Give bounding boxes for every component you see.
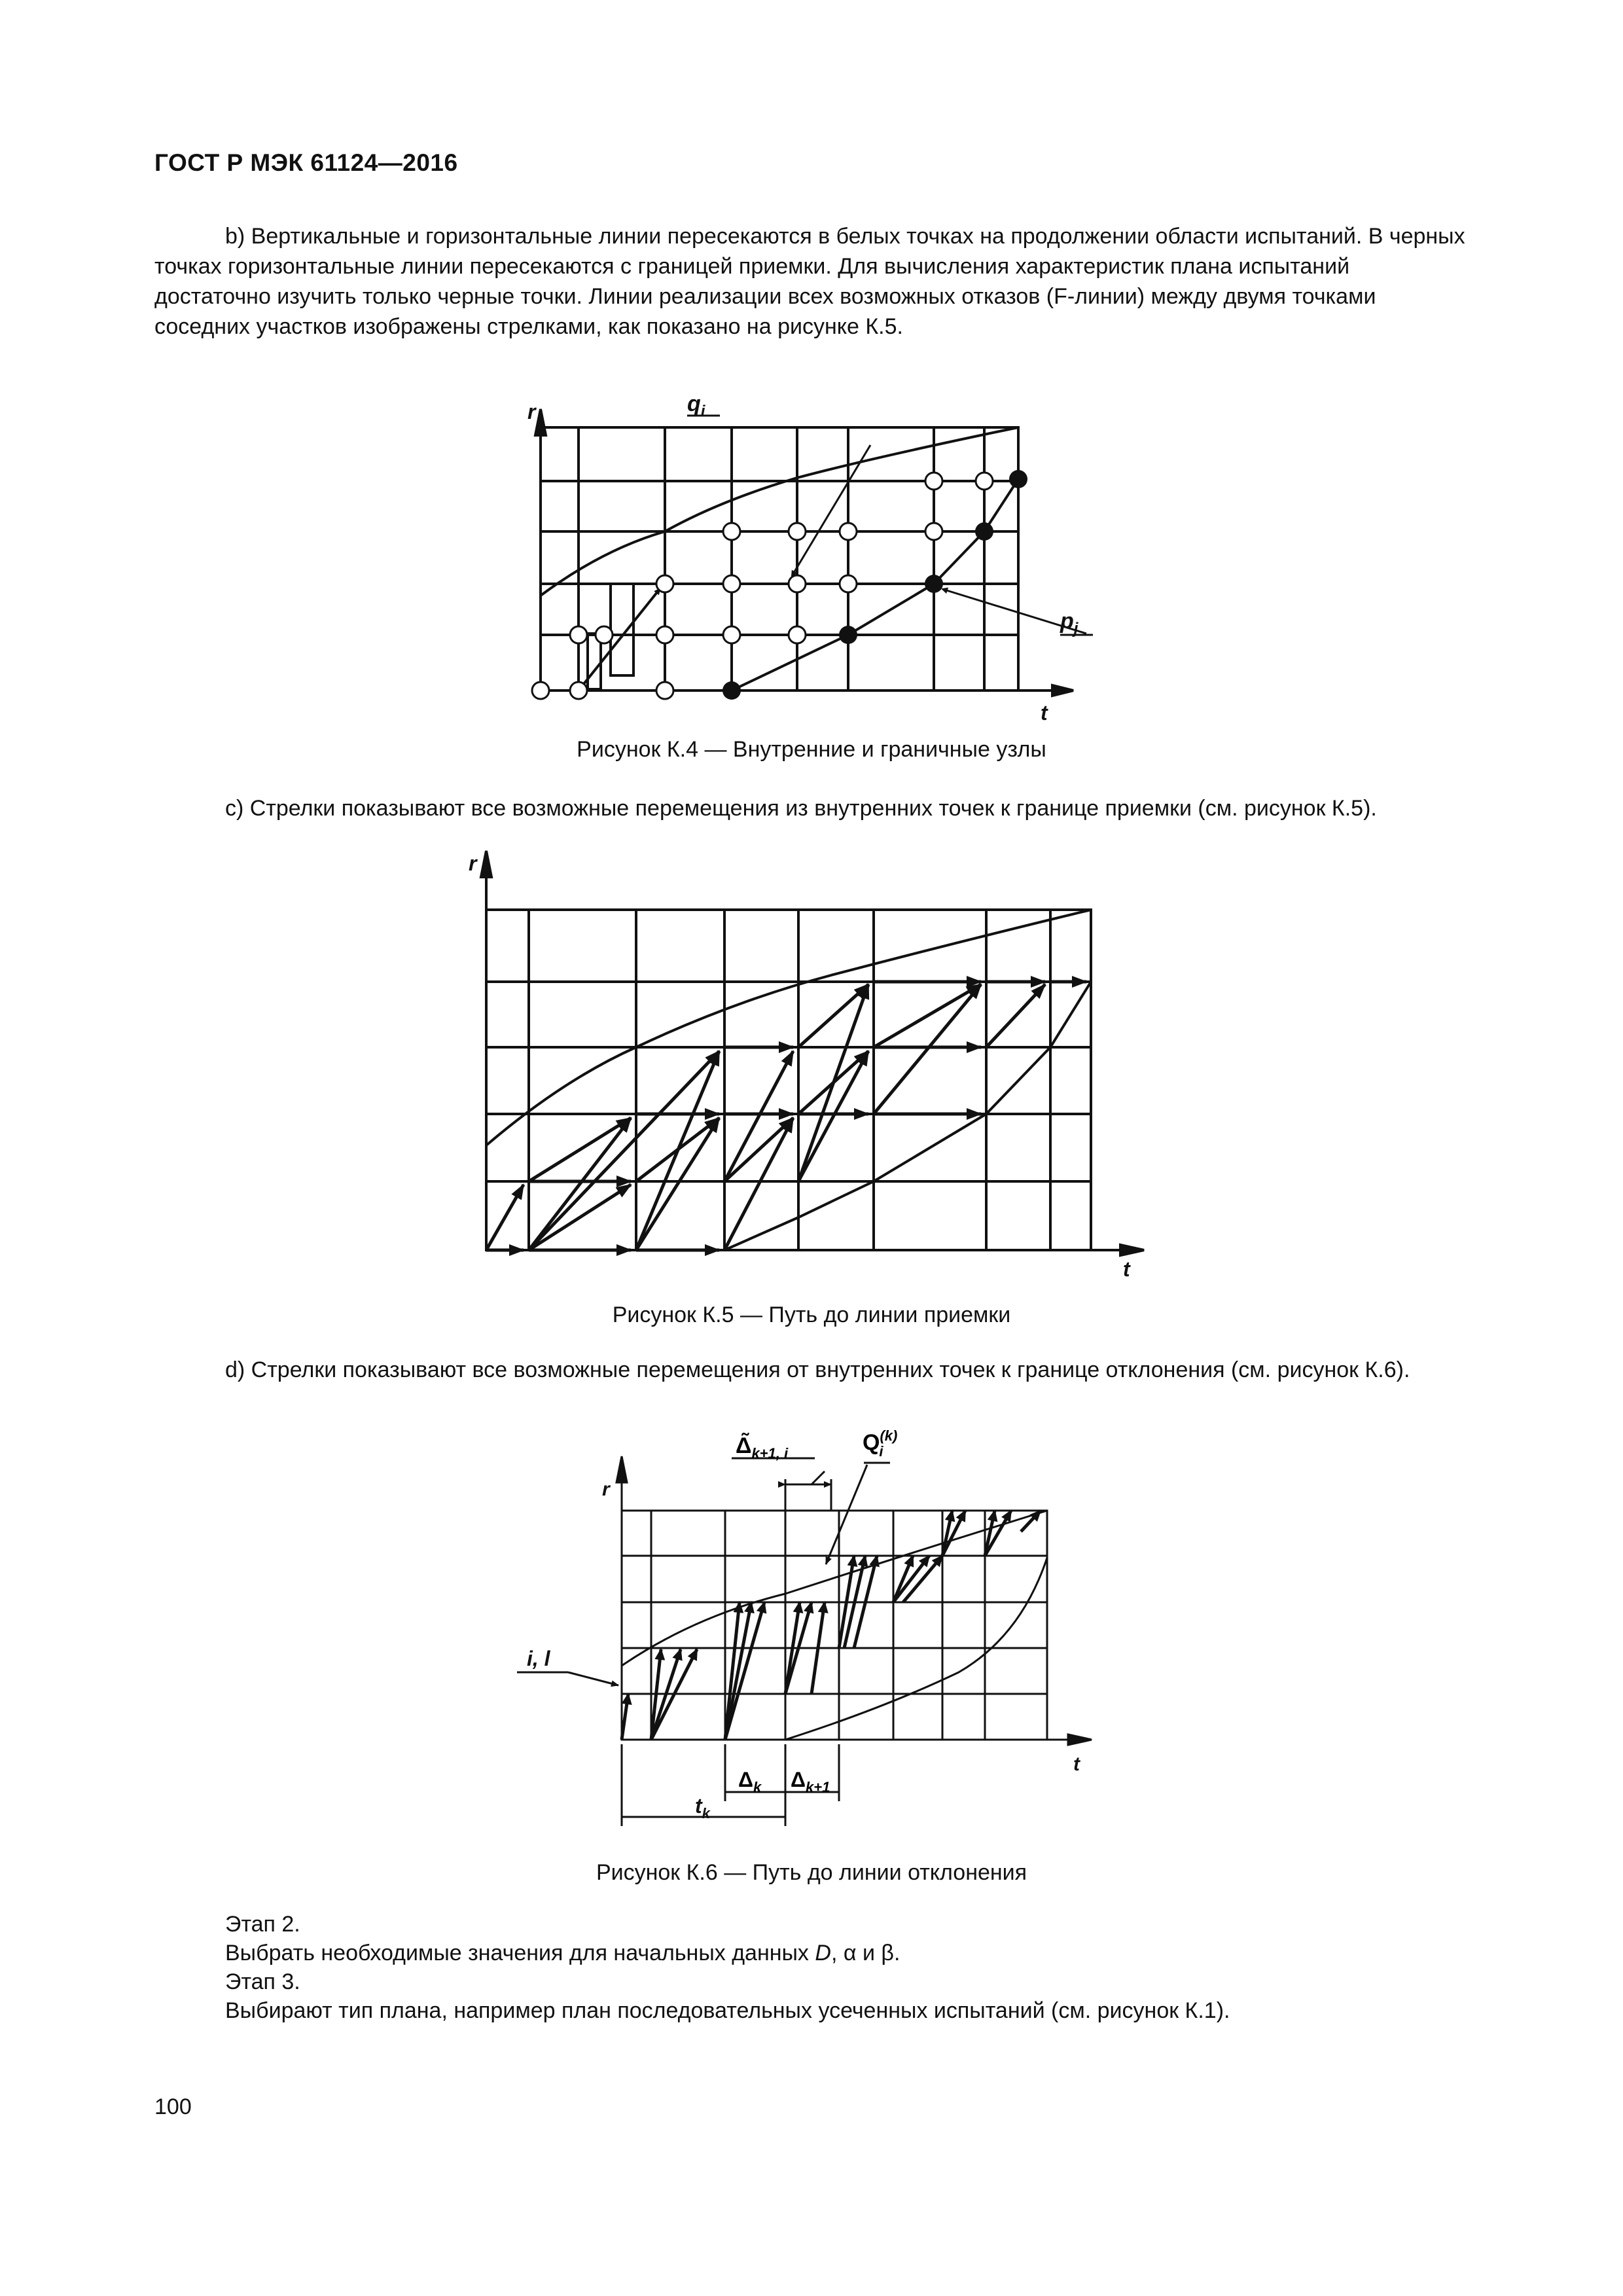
caption-k6: Рисунок К.6 — Путь до линии отклонения xyxy=(596,1860,1027,1885)
k6-axis-r: r xyxy=(602,1479,610,1500)
k6-label-tk: $t_k$ xyxy=(695,1794,710,1821)
k6-label-delta-k1: $\Delta_{k+1}$ xyxy=(791,1768,830,1795)
k6-label-delta-tilde: $\Deltã_{k+1, i}$ xyxy=(736,1433,789,1462)
step-3-title: Этап 3. xyxy=(225,1969,300,1994)
step-2-text: Выбрать необходимые значения для начальных данных D, α и β. xyxy=(225,1941,901,1965)
step-3-text: Выбирают тип плана, например план последовательных усеченных испытаний (см. рисунок К.1). xyxy=(225,1998,1230,2023)
caption-k4: Рисунок К.4 — Внутренние и граничные узлы xyxy=(577,737,1046,762)
k4-label-q: $q_i$ xyxy=(687,391,705,420)
document-header: ГОСТ Р МЭК 61124—2016 xyxy=(154,149,458,176)
k6-label-delta-k: $\Delta_k$ xyxy=(738,1768,762,1795)
k5-axis-r: r xyxy=(469,852,477,875)
k4-label-p: $p_j$ xyxy=(1060,609,1079,637)
paragraph-c: c) Стрелки показывают все возможные перемещения из внутренних точек к границе приемки (см. рисунок К.5). xyxy=(225,796,1377,821)
figure-k4 xyxy=(0,367,1623,733)
page-number: 100 xyxy=(154,2094,192,2119)
k6-label-Q: $Q^{(k)}$ i xyxy=(863,1427,898,1460)
paragraph-d: d) Стрелки показывают все возможные перемещения от внутренних точек к границе отклонения (см. рисунок К.6). xyxy=(225,1357,1410,1382)
k5-axis-t: t xyxy=(1123,1257,1130,1281)
paragraph-b: b) Вертикальные и горизонтальные линии пересекаются в белых точках на продолжении области испытаний. В черных точках горизонтальные линии пересекаются с границей приемки. Для вычисления характеристик плана испытаний достаточно изучить только черные точки. Линии реализации всех возможных отказов (F-линии) между двумя точками соседних участков изображены стрелками, как показано на рисунке К.5. xyxy=(154,224,1465,339)
figure-k5 xyxy=(0,844,1623,1289)
k4-axis-t: t xyxy=(1041,701,1048,725)
k6-label-il: i, l xyxy=(527,1647,550,1670)
step-2-title: Этап 2. xyxy=(225,1912,300,1937)
figure-k6 xyxy=(0,1401,1623,1859)
k4-axis-r: r xyxy=(527,400,536,423)
caption-k5: Рисунок К.5 — Путь до линии приемки xyxy=(612,1302,1011,1327)
k6-axis-t: t xyxy=(1073,1753,1080,1775)
